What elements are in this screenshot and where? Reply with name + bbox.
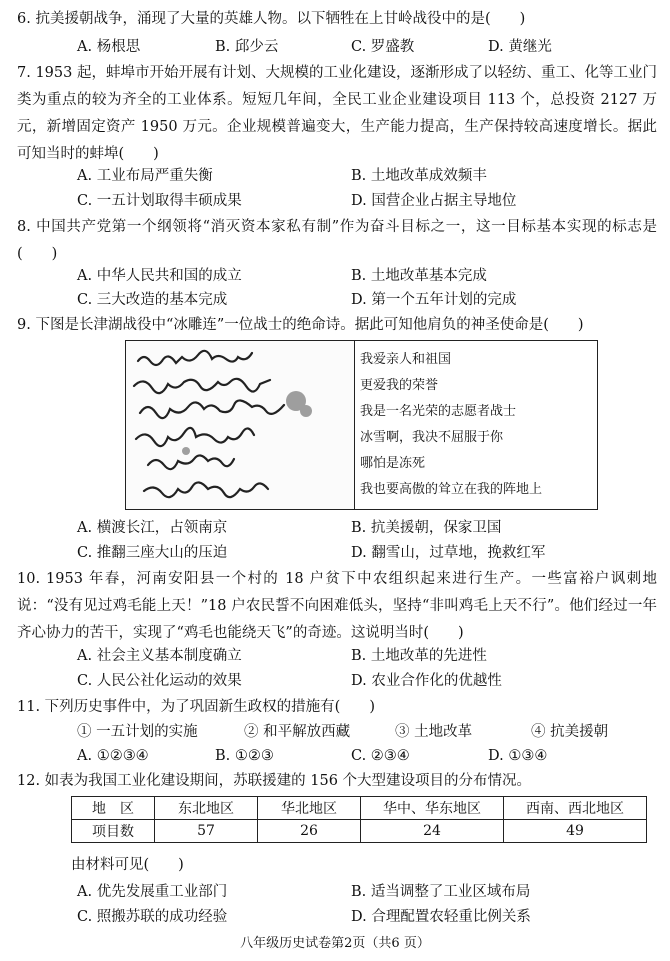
q9-option-c[interactable]: C. 推翻三座大山的压迫: [77, 545, 228, 561]
q7-option-a[interactable]: A. 工业布局严重失衡: [77, 168, 213, 184]
table-cell: 49: [504, 820, 647, 843]
q6-option-d[interactable]: D. 黄继光: [488, 39, 552, 55]
q7-option-d[interactable]: D. 国营企业占据主导地位: [351, 193, 517, 209]
poem-line: 更爱我的荣誉: [360, 378, 439, 393]
handwriting-scan-icon: [126, 341, 354, 509]
poem-line: 我也要高傲的耸立在我的阵地上: [360, 482, 543, 497]
page-footer: 八年级历史试卷第2页（共6 页）: [240, 936, 430, 951]
q7-option-c[interactable]: C. 一五计划取得丰硕成果: [77, 193, 242, 209]
question-10-stem: 10. 1953 年春，河南安阳县一个村的 18 户贫下中农组织起来进行生产。一些富裕户讽刺地说：“没有见过鸡毛能上天！”18 户农民誓不向困难低头，坚持“非叫鸡毛上天不行”。他们经过一年齐心协力的苦干，实现了“鸡毛也能绕天飞”的奇迹。这说明当时( ): [17, 571, 657, 641]
q12-option-b[interactable]: B. 适当调整了工业区域布局: [351, 884, 531, 900]
question-6-stem: 6. 抗美援朝战争，涌现了大量的英雄人物。以下牺牲在上甘岭战役中的是( ): [17, 11, 526, 27]
question-12-tail: 由材料可见( ): [71, 857, 184, 873]
question-7-stem: 7. 1953 起，蚌埠市开始开展有计划、大规模的工业化建设，逐渐形成了以轻纺、重工、化等工业门类为重点的较为齐全的工业体系。短短几年间，全民工业企业建设项目 113 个，总投资 2127 万元，新增固定资产 1950 万元。企业规模普遍变大，生产能力提高，生产保持较高速度增长。据此可知当时的蚌埠( ): [17, 65, 657, 162]
table-header-cell: 东北地区: [155, 797, 258, 820]
q9-option-d[interactable]: D. 翻雪山，过草地，挽救红军: [351, 545, 546, 561]
q6-option-c[interactable]: C. 罗盛教: [351, 39, 415, 55]
table-cell: 24: [361, 820, 504, 843]
question-11-stem: 11. 下列历史事件中，为了巩固新生政权的措施有( ): [17, 699, 375, 715]
q6-option-b[interactable]: B. 邱少云: [215, 39, 279, 55]
table-header-cell: 西南、西北地区: [504, 797, 647, 820]
q10-option-c[interactable]: C. 人民公社化运动的效果: [77, 673, 242, 689]
q11-option-b[interactable]: B. ①②③: [215, 748, 274, 764]
question-9-stem: 9. 下图是长津湖战役中“冰雕连”一位战士的绝命诗。据此可知他肩负的神圣使命是( ): [17, 317, 584, 333]
table-cell: 26: [258, 820, 361, 843]
q11-item-2: ② 和平解放西藏: [244, 724, 351, 740]
table-header-cell: 华北地区: [258, 797, 361, 820]
poem-line: 我爱亲人和祖国: [360, 352, 452, 367]
q11-option-c[interactable]: C. ②③④: [351, 748, 410, 764]
q11-item-4: ④ 抗美援朝: [531, 724, 609, 740]
table-header-cell: 华中、华东地区: [361, 797, 504, 820]
q9-option-a[interactable]: A. 横渡长江，占领南京: [77, 520, 228, 536]
table-cell: 项目数: [72, 820, 155, 843]
poem-figure: [125, 340, 598, 510]
poem-line: 我是一名光荣的志愿者战士: [360, 404, 517, 419]
q8-option-a[interactable]: A. 中华人民共和国的成立: [77, 268, 242, 284]
q12-option-c[interactable]: C. 照搬苏联的成功经验: [77, 909, 228, 925]
handwritten-poem-image: [126, 341, 355, 509]
q9-option-b[interactable]: B. 抗美援朝，保家卫国: [351, 520, 502, 536]
table-cell: 57: [155, 820, 258, 843]
poem-line: 哪怕是冻死: [360, 456, 426, 471]
q11-option-a[interactable]: A. ①②③④: [77, 748, 149, 764]
poem-transcription: [360, 347, 595, 503]
poem-line: 冰雪啊，我决不屈服于你: [360, 430, 504, 445]
project-distribution-table: [71, 796, 647, 843]
q8-option-b[interactable]: B. 土地改革基本完成: [351, 268, 487, 284]
q10-option-b[interactable]: B. 土地改革的先进性: [351, 648, 487, 664]
q11-option-d[interactable]: D. ①③④: [488, 748, 548, 764]
q10-option-d[interactable]: D. 农业合作化的优越性: [351, 673, 502, 689]
q11-item-3: ③ 土地改革: [395, 724, 473, 740]
q12-option-a[interactable]: A. 优先发展重工业部门: [77, 884, 228, 900]
q12-option-d[interactable]: D. 合理配置农轻重比例关系: [351, 909, 531, 925]
table-header-cell: 地 区: [72, 797, 155, 820]
q6-option-a[interactable]: A. 杨根思: [77, 39, 141, 55]
q7-option-b[interactable]: B. 土地改革成效频丰: [351, 168, 487, 184]
question-12-stem: 12. 如表为我国工业化建设期间，苏联援建的 156 个大型建设项目的分布情况。: [17, 773, 532, 789]
q11-item-1: ① 一五计划的实施: [77, 724, 198, 740]
q8-option-c[interactable]: C. 三大改造的基本完成: [77, 292, 228, 308]
q10-option-a[interactable]: A. 社会主义基本制度确立: [77, 648, 242, 664]
table-row: [72, 820, 647, 843]
question-8-stem: 8. 中国共产党第一个纲领将“消灭资本家私有制”作为奋斗目标之一，这一目标基本实现的标志是( ): [17, 219, 657, 262]
q8-option-d[interactable]: D. 第一个五年计划的完成: [351, 292, 517, 308]
table-header-row: [72, 797, 647, 820]
